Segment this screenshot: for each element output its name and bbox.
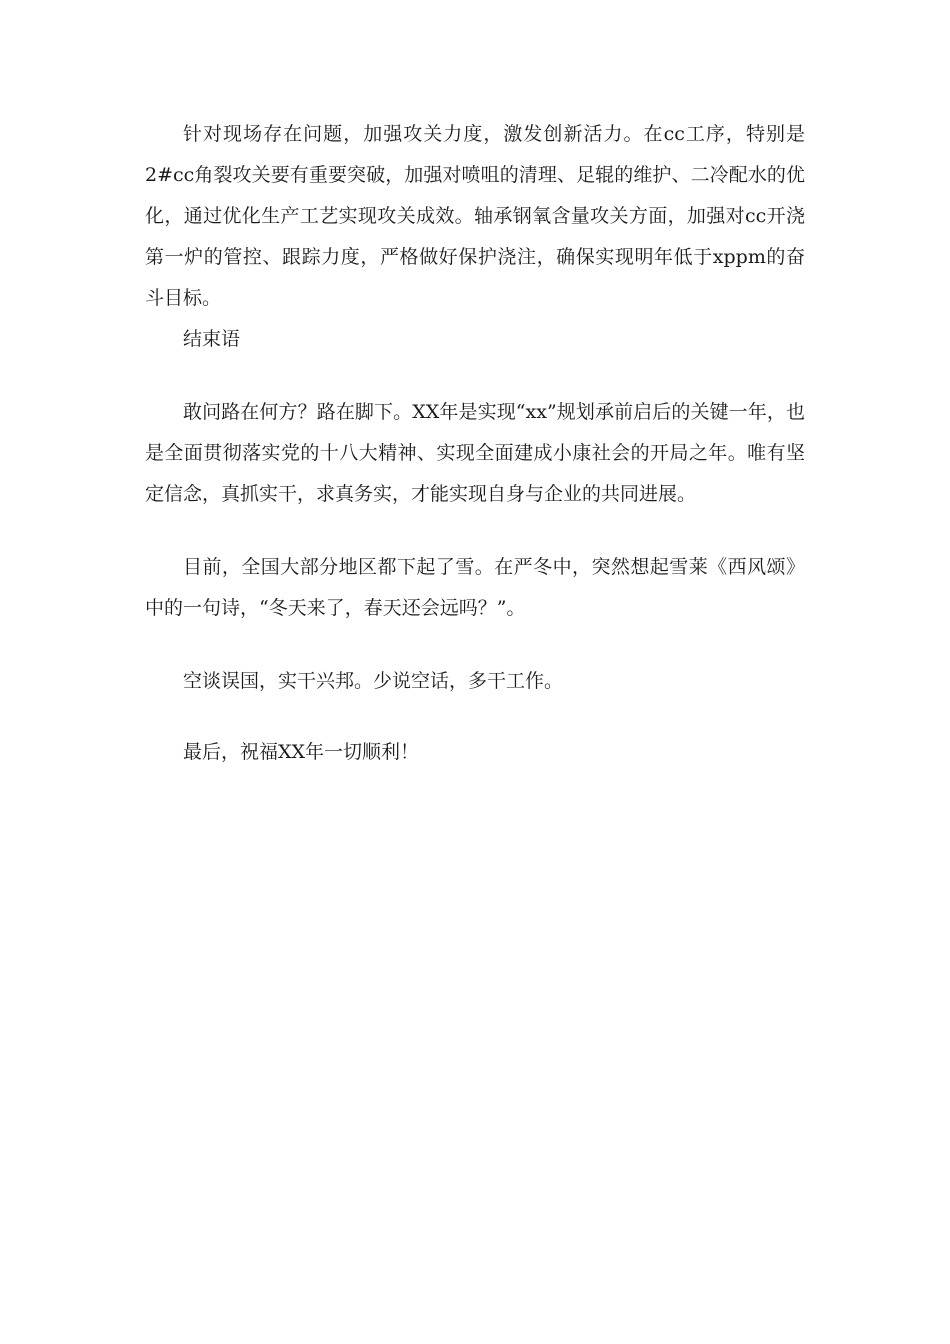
- paragraph-production-tasks: 针对现场存在问题，加强攻关力度，激发创新活力。在cc工序，特别是2#cc角裂攻关要有重要突破，加强对喷咀的清理、足辊的维护、二冷配水的优化，通过优化生产工艺实现攻关成效。轴承钢氧含量攻关方面，加强对cc开浇第一炉的管控、跟踪力度，严格做好保护浇注，确保实现明年低于xppm的奋斗目标。: [145, 123, 805, 309]
- section-heading-conclusion: 结束语: [183, 328, 241, 350]
- paragraph-closing-wish: 最后，祝福XX年一切顺利！: [183, 741, 420, 763]
- document-body: [145, 114, 805, 773]
- paragraph-motto: 空谈误国，实干兴邦。少说空话，多干工作。: [183, 670, 564, 692]
- paragraph-winter-poem: 目前，全国大部分地区都下起了雪。在严冬中，突然想起雪莱《西风颂》中的一句诗，“冬天来了，春天还会远吗？”。: [145, 556, 805, 619]
- paragraph-key-year: 敢问路在何方？路在脚下。XX年是实现“xx”规划承前启后的关键一年，也是全面贯彻落实党的十八大精神、实现全面建成小康社会的开局之年。唯有坚定信念，真抓实干，求真务实，才能实现自身与企业的共同进展。: [145, 401, 805, 505]
